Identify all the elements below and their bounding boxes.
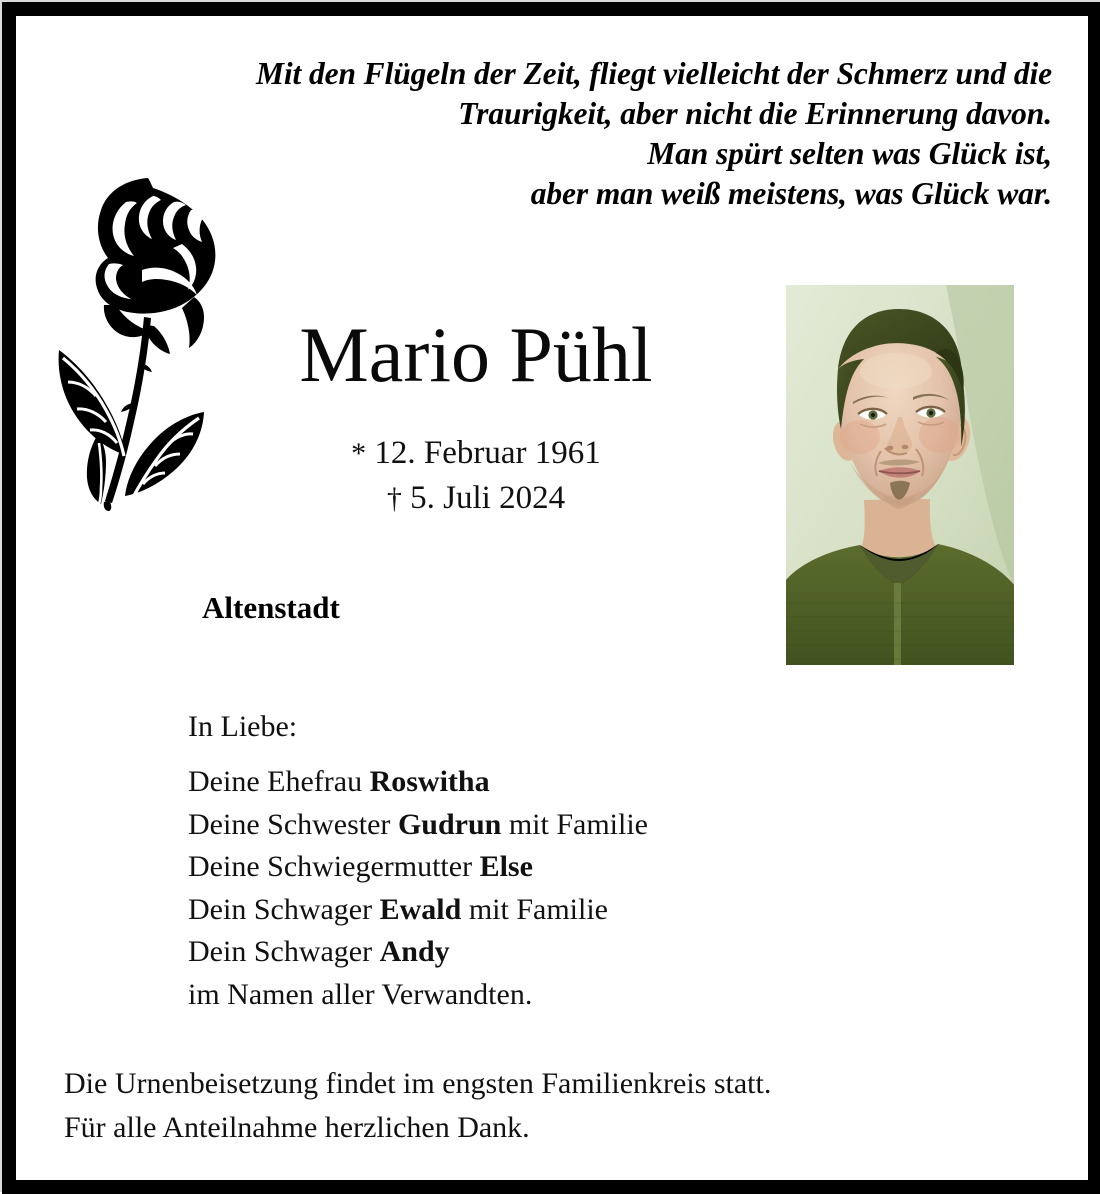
relation-prefix: im Namen aller Verwandten. (188, 977, 533, 1011)
relation-suffix: mit Familie (461, 892, 608, 926)
closing-line: Für alle Anteilnahme herzlichen Dank. (64, 1111, 530, 1144)
poem-line: aber man weiß meistens, was Glück war. (530, 176, 1052, 211)
poem-line: Traurigkeit, aber nicht die Erinnerung davon. (458, 96, 1052, 131)
family-member-row (188, 804, 648, 847)
relation-prefix: Deine Schwester (188, 807, 398, 841)
poem-line: Man spürt selten was Glück ist, (647, 136, 1052, 171)
closing-notes (64, 1062, 771, 1150)
family-member-row (188, 889, 648, 932)
member-name: Gudrun (397, 807, 502, 841)
birth-date-value: 12. Februar 1961 (374, 435, 601, 471)
poem-line: Mit den Flügeln der Zeit, fliegt vielleicht der Schmerz und die (255, 56, 1052, 91)
birth-date-line (166, 431, 786, 476)
place-name: Altenstadt (202, 590, 340, 625)
member-name: Ewald (379, 892, 462, 926)
dedication-heading: In Liebe: (188, 710, 298, 743)
deceased-name: Mario Pühl (299, 311, 653, 398)
relation-prefix: Deine Ehefrau (188, 765, 370, 798)
closing-line: Die Urnenbeisetzung findet im engsten Familienkreis statt. (64, 1067, 772, 1100)
family-member-row (188, 846, 648, 889)
member-name: Andy (379, 935, 450, 968)
relation-prefix: Dein Schwager (188, 935, 380, 968)
portrait-photo (786, 285, 1014, 665)
member-name: Else (479, 850, 533, 883)
relation-suffix: mit Familie (501, 807, 648, 841)
life-dates (166, 431, 786, 521)
family-list (188, 761, 648, 1016)
family-member-row (188, 931, 648, 974)
relation-prefix: Deine Schwiegermutter (188, 850, 480, 883)
birth-star-icon: * (351, 437, 367, 470)
relation-prefix: Dein Schwager (188, 892, 380, 926)
death-date-line (166, 476, 786, 521)
family-member-row (188, 974, 648, 1017)
family-member-row (188, 761, 648, 804)
death-date-value: 5. Juli 2024 (410, 480, 566, 516)
death-cross-icon: † (386, 482, 402, 515)
notice-content-area (16, 16, 1088, 1180)
member-name: Roswitha (369, 765, 490, 798)
